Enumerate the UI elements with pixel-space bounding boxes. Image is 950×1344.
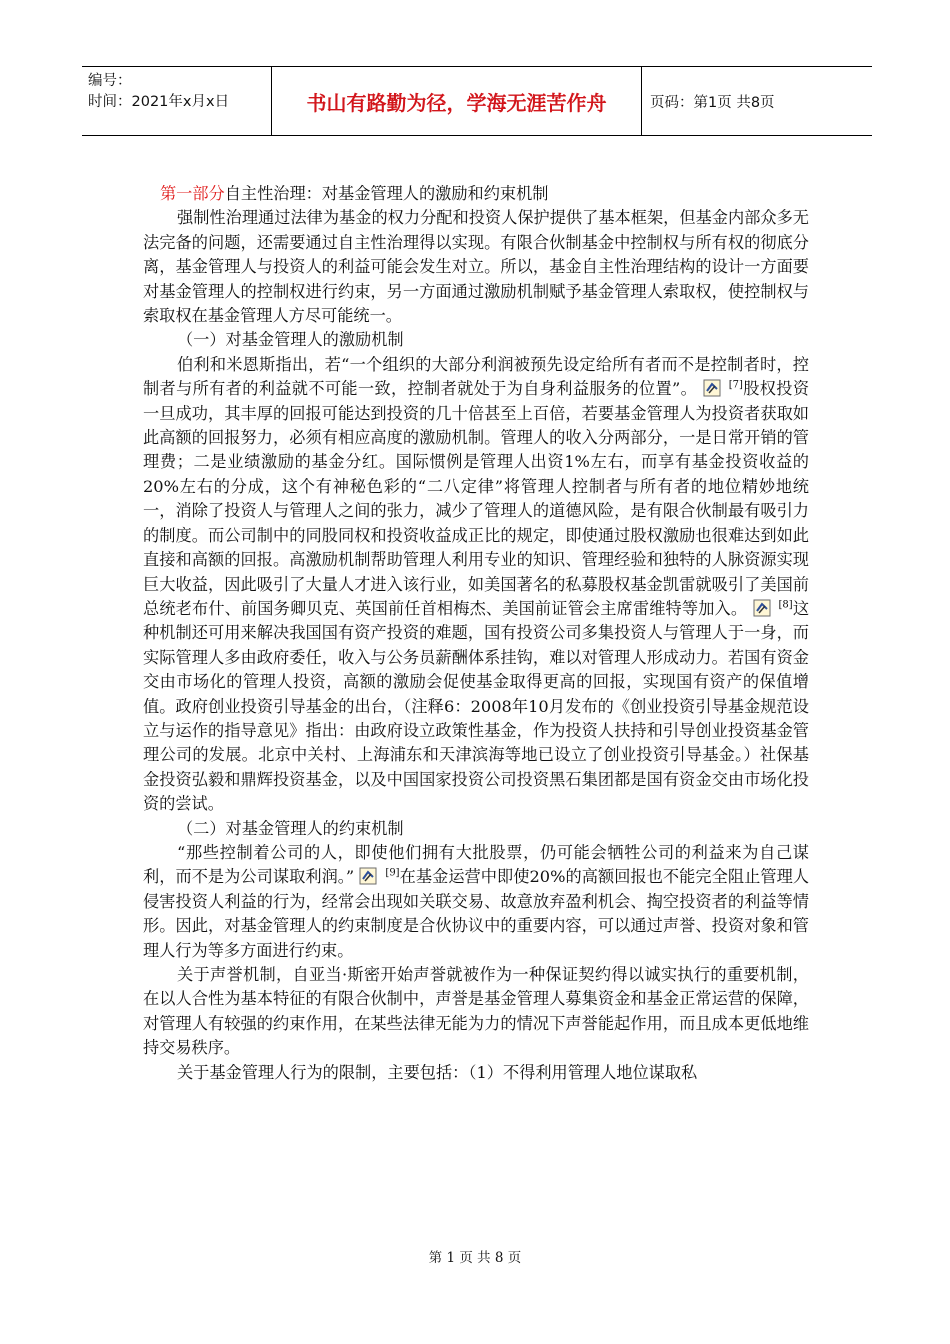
footnote-ref-7[interactable]: [7] [728,379,743,391]
paragraph-2-part-a: 伯利和米恩斯指出，若“一个组织的大部分利润被预先设定给所有者而不是控制者时，控制者与所有者的利益就不可能一致，控制者就处于为自身利益服务的位置”。 [143,354,809,399]
part-title: 自主性治理：对基金管理人的激励和约束机制 [224,184,549,203]
paragraph-2-part-b: 股权投资一旦成功，其丰厚的回报可能达到投资的几十倍甚至上百倍，若要基金管理人为投资者获取如此高额的回报努力，必须有相应高度的激励机制。管理人的收入分两部分，一是日常开销的管理费；二是业绩激励的基金分红。国际惯例是管理人出资1%左右，而享有基金投资收益的20%左右的分成，这个有神秘色彩的“二八定律”将管理人控制者与所有者的地位精妙地统一，消除了投资人与管理人之间的张力，减少了管理人的道德风险，是有限合伙制最有吸引力的制度。而公司制中的同股同权和投资收益成正比的规定，即使通过股权激励也很难达到如此直接和高额的回报。高激励机制帮助管理人利用专业的知识、管理经验和独特的人脉资源实现巨大收益，因此吸引了大量人才进入该行业，如美国著名的私募股权基金凯雷就吸引了美国前总统老布什、前国务卿贝克、英国前任首相梅杰、美国前证管会主席雷维特等加入。 [143,379,810,618]
note-link-icon[interactable] [359,867,385,885]
header-motto: 书山有路勤为径，学海无涯苦作舟 [272,67,642,135]
part-heading [143,182,809,206]
part-label: 第一部分 [160,184,225,203]
header-meta [82,67,272,135]
page-footer: 第 1 页 共 8 页 [428,1250,522,1266]
document-body [143,182,809,1085]
section-1-heading: （一）对基金管理人的激励机制 [177,330,404,350]
paragraph-3 [143,841,809,963]
note-link-icon[interactable] [753,599,779,617]
paragraph-2 [143,353,809,817]
paragraph-3-part-b: 在基金运营中即使20%的高额回报也不能完全阻止管理人侵害投资人利益的行为，经常会出现如关联交易、故意放弃盈利机会、掏空投资者的利益等情形。因此，对基金管理人的约束制度是合伙协议中的重要内容，可以通过声誉、投资对象和管理人行为等多方面进行约束。 [143,867,809,960]
header-page-info: 页码：第1页 共8页 [650,94,775,111]
paragraph-1: 强制性治理通过法律为基金的权力分配和投资人保护提供了基本框架，但基金内部众多无法完备的问题，还需要通过自主性治理得以实现。有限合伙制基金中控制权与所有权的彻底分离，基金管理人与投资人的利益可能会发生对立。所以，基金自主性治理结构的设计一方面要对基金管理人的控制权进行约束，另一方面通过激励机制赋予基金管理人索取权，使控制权与索取权在基金管理人方尽可能统一。 [143,208,809,326]
doc-time-label: 时间：2021年x月x日 [88,94,230,110]
note-link-icon[interactable] [703,379,729,397]
section-2-heading: （二）对基金管理人的约束机制 [177,818,404,838]
paragraph-2-part-c: 这种机制还可用来解决我国国有资产投资的难题，国有投资公司多集投资人与管理人于一身，而实际管理人多由政府委任，收入与公务员薪酬体系挂钩，难以对管理人形成动力。若国有资金交由市场化的管理人投资，高额的激励会促使基金取得更高的回报，实现国有资产的保值增值。政府创业投资引导基金的出台，（注释6：2008年10月发布的《创业投资引导基金规范设立与运作的指导意见》指出：由政府设立政策性基金，作为投资人扶持和引导创业投资基金管理公司的发展。北京中关村、上海浦东和天津滨海等地已设立了创业投资引导基金。）社保基金投资弘毅和鼎辉投资基金，以及中国国家投资公司投资黑石集团都是国有资金交由市场化投资的尝试。 [143,598,810,814]
paragraph-5: 关于基金管理人行为的限制，主要包括：（1）不得利用管理人地位谋取私 [177,1062,698,1082]
doc-number-label: 编号： [88,73,132,89]
footnote-ref-8[interactable]: [8] [778,599,793,611]
footnote-ref-9[interactable]: [9] [385,867,400,879]
paragraph-4: 关于声誉机制，自亚当·斯密开始声誉就被作为一种保证契约得以诚实执行的重要机制，在以人合性为基本特征的有限合伙制中，声誉是基金管理人募集资金和基金正常运营的保障，对管理人有较强的约束作用，在某些法律无能为力的情况下声誉能起作用，而且成本更低地维持交易秩序。 [143,965,809,1058]
paragraph-3-part-a: “那些控制着公司的人，即使他们拥有大批股票，仍可能会牺牲公司的利益来为自己谋利，而不是为公司谋取利润。” [143,842,809,887]
page-header [82,66,872,136]
